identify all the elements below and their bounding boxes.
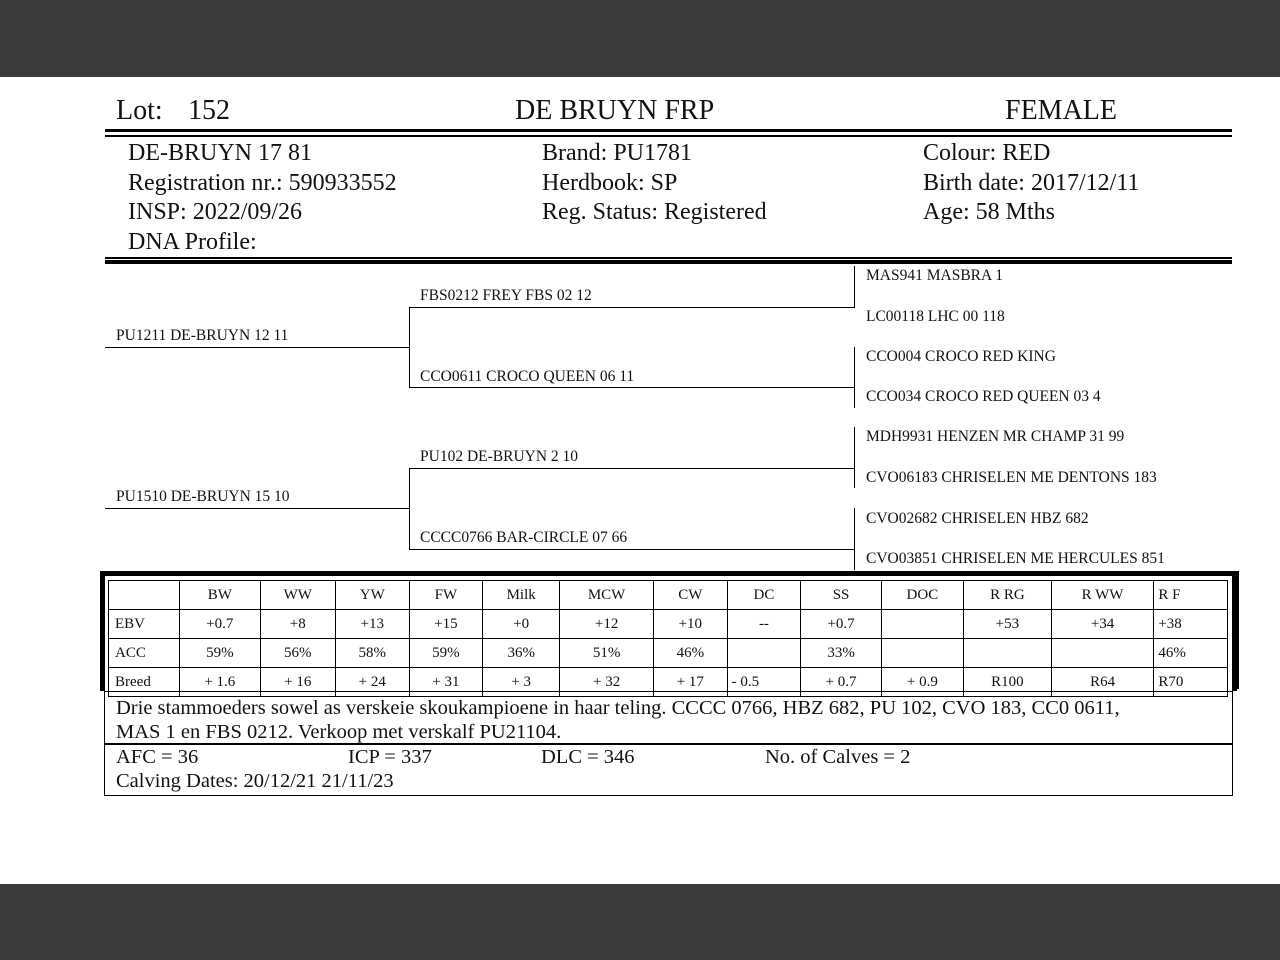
remarks-box (104, 691, 1233, 745)
number-of-calves: No. of Calves = 2 (765, 746, 911, 768)
table-cell: 59% (409, 639, 483, 668)
table-cell: + 31 (409, 668, 483, 697)
table-cell (1051, 639, 1153, 668)
ebv-table (108, 580, 1228, 697)
sd-bracket (854, 347, 855, 408)
ebv-header-milk: Milk (483, 581, 560, 610)
table-cell: +38 (1154, 610, 1228, 639)
calving-box (104, 743, 1233, 796)
gg-2: LC00118 LHC 00 118 (866, 308, 1005, 325)
table-cell: -- (727, 610, 801, 639)
sire-line (105, 347, 410, 348)
remarks-line-1: Drie stammoeders sowel as verskeie skoukampioene in haar teling. CCCC 0766, HBZ 682, PU 102, CVO 183, CC0 0611, (116, 697, 1120, 719)
table-cell: +12 (560, 610, 654, 639)
sire-sire-line (409, 307, 855, 308)
sire-bracket (409, 307, 410, 388)
ebv-header-rf: R F (1154, 581, 1228, 610)
table-cell: +10 (654, 610, 728, 639)
table-cell: +0.7 (180, 610, 261, 639)
header-rule-thick (105, 129, 1232, 132)
ebv-frame-left (100, 571, 105, 691)
animal-name: DE-BRUYN 17 81 (128, 140, 312, 166)
table-cell: R100 (963, 668, 1051, 697)
table-cell: +8 (260, 610, 335, 639)
table-cell: 58% (335, 639, 409, 668)
table-cell: + 0.7 (801, 668, 882, 697)
gg-3: CCO004 CROCO RED KING (866, 348, 1056, 365)
inspection-date: INSP: 2022/09/26 (128, 199, 303, 225)
ebv-header-dc: DC (727, 581, 801, 610)
info-rule-thick (105, 260, 1232, 264)
registration-status: Reg. Status: Registered (542, 199, 767, 225)
sire: PU1211 DE-BRUYN 12 11 (116, 327, 289, 344)
table-cell: R70 (1154, 668, 1228, 697)
table-cell: ACC (109, 639, 180, 668)
table-cell: +34 (1051, 610, 1153, 639)
ebv-frame-right (1232, 571, 1237, 691)
lot-label: Lot: (116, 95, 163, 126)
icp: ICP = 337 (348, 746, 432, 768)
ebv-header-rww: R WW (1051, 581, 1153, 610)
sire-dam-line (409, 387, 855, 388)
dam-dam-line (409, 549, 855, 550)
ebv-header-cw: CW (654, 581, 728, 610)
gg-7: CVO02682 CHRISELEN HBZ 682 (866, 510, 1089, 527)
age: Age: 58 Mths (923, 199, 1055, 225)
lot-page (0, 77, 1280, 884)
ss-bracket (854, 266, 855, 307)
header-rule-thin (105, 135, 1232, 137)
ebv-header-bw: BW (180, 581, 261, 610)
table-cell: 46% (1154, 639, 1228, 668)
table-cell: 46% (654, 639, 728, 668)
gg-8: CVO03851 CHRISELEN ME HERCULES 851 (866, 550, 1165, 567)
gg-6: CVO06183 CHRISELEN ME DENTONS 183 (866, 469, 1157, 486)
table-cell (881, 610, 963, 639)
dam-bracket (409, 468, 410, 549)
dna-profile: DNA Profile: (128, 229, 257, 255)
table-cell: + 3 (483, 668, 560, 697)
table-cell: +0 (483, 610, 560, 639)
sire-sire: FBS0212 FREY FBS 02 12 (420, 287, 592, 304)
dam-sire-line (409, 468, 855, 469)
ebv-header-ww: WW (260, 581, 335, 610)
sire-dam: CCO0611 CROCO QUEEN 06 11 (420, 368, 635, 385)
gg-1: MAS941 MASBRA 1 (866, 267, 1003, 284)
ebv-header-doc: DOC (881, 581, 963, 610)
birth-date: Birth date: 2017/12/11 (923, 170, 1140, 196)
registration-number: Registration nr.: 590933552 (128, 170, 397, 196)
lot-number: 152 (188, 95, 230, 126)
breeder-name: DE BRUYN FRP (515, 95, 715, 126)
brand: Brand: PU1781 (542, 140, 692, 166)
table-cell: R64 (1051, 668, 1153, 697)
ebv-header-rrg: R RG (963, 581, 1051, 610)
table-cell (881, 639, 963, 668)
colour: Colour: RED (923, 140, 1051, 166)
table-cell: +0.7 (801, 610, 882, 639)
dd-bracket (854, 508, 855, 570)
ebv-header-row (109, 581, 1228, 610)
ebv-row-acc (109, 639, 1228, 668)
sex-label: FEMALE (1005, 95, 1117, 126)
dam-line (105, 508, 410, 509)
ebv-header-ss: SS (801, 581, 882, 610)
table-cell: + 16 (260, 668, 335, 697)
dam-sire: PU102 DE-BRUYN 2 10 (420, 448, 579, 465)
table-cell: - 0.5 (727, 668, 801, 697)
table-cell: 36% (483, 639, 560, 668)
remarks-line-2: MAS 1 en FBS 0212. Verkoop met verskalf PU21104. (116, 721, 562, 743)
herdbook: Herdbook: SP (542, 170, 678, 196)
table-cell: + 0.9 (881, 668, 963, 697)
table-cell: + 1.6 (180, 668, 261, 697)
ds-bracket (854, 427, 855, 488)
info-rule-thin (105, 257, 1232, 259)
ebv-row-ebv (109, 610, 1228, 639)
table-cell: 56% (260, 639, 335, 668)
calving-dates: Calving Dates: 20/12/21 21/11/23 (116, 770, 394, 792)
bottom-dark-band (0, 884, 1280, 960)
ebv-header-blank (109, 581, 180, 610)
table-cell (727, 639, 801, 668)
table-cell: + 24 (335, 668, 409, 697)
table-cell (963, 639, 1051, 668)
table-cell: +53 (963, 610, 1051, 639)
table-cell: EBV (109, 610, 180, 639)
ebv-header-yw: YW (335, 581, 409, 610)
table-cell: 33% (801, 639, 882, 668)
table-cell: + 17 (654, 668, 728, 697)
table-cell: 51% (560, 639, 654, 668)
afc: AFC = 36 (116, 746, 199, 768)
dlc: DLC = 346 (541, 746, 635, 768)
dam: PU1510 DE-BRUYN 15 10 (116, 488, 290, 505)
dam-dam: CCCC0766 BAR-CIRCLE 07 66 (420, 529, 628, 546)
table-cell: +13 (335, 610, 409, 639)
table-cell: + 32 (560, 668, 654, 697)
top-dark-band (0, 0, 1280, 77)
gg-5: MDH9931 HENZEN MR CHAMP 31 99 (866, 428, 1125, 445)
table-cell: Breed (109, 668, 180, 697)
ebv-header-fw: FW (409, 581, 483, 610)
gg-4: CCO034 CROCO RED QUEEN 03 4 (866, 388, 1101, 405)
table-cell: 59% (180, 639, 261, 668)
table-cell: +15 (409, 610, 483, 639)
ebv-header-mcw: MCW (560, 581, 654, 610)
